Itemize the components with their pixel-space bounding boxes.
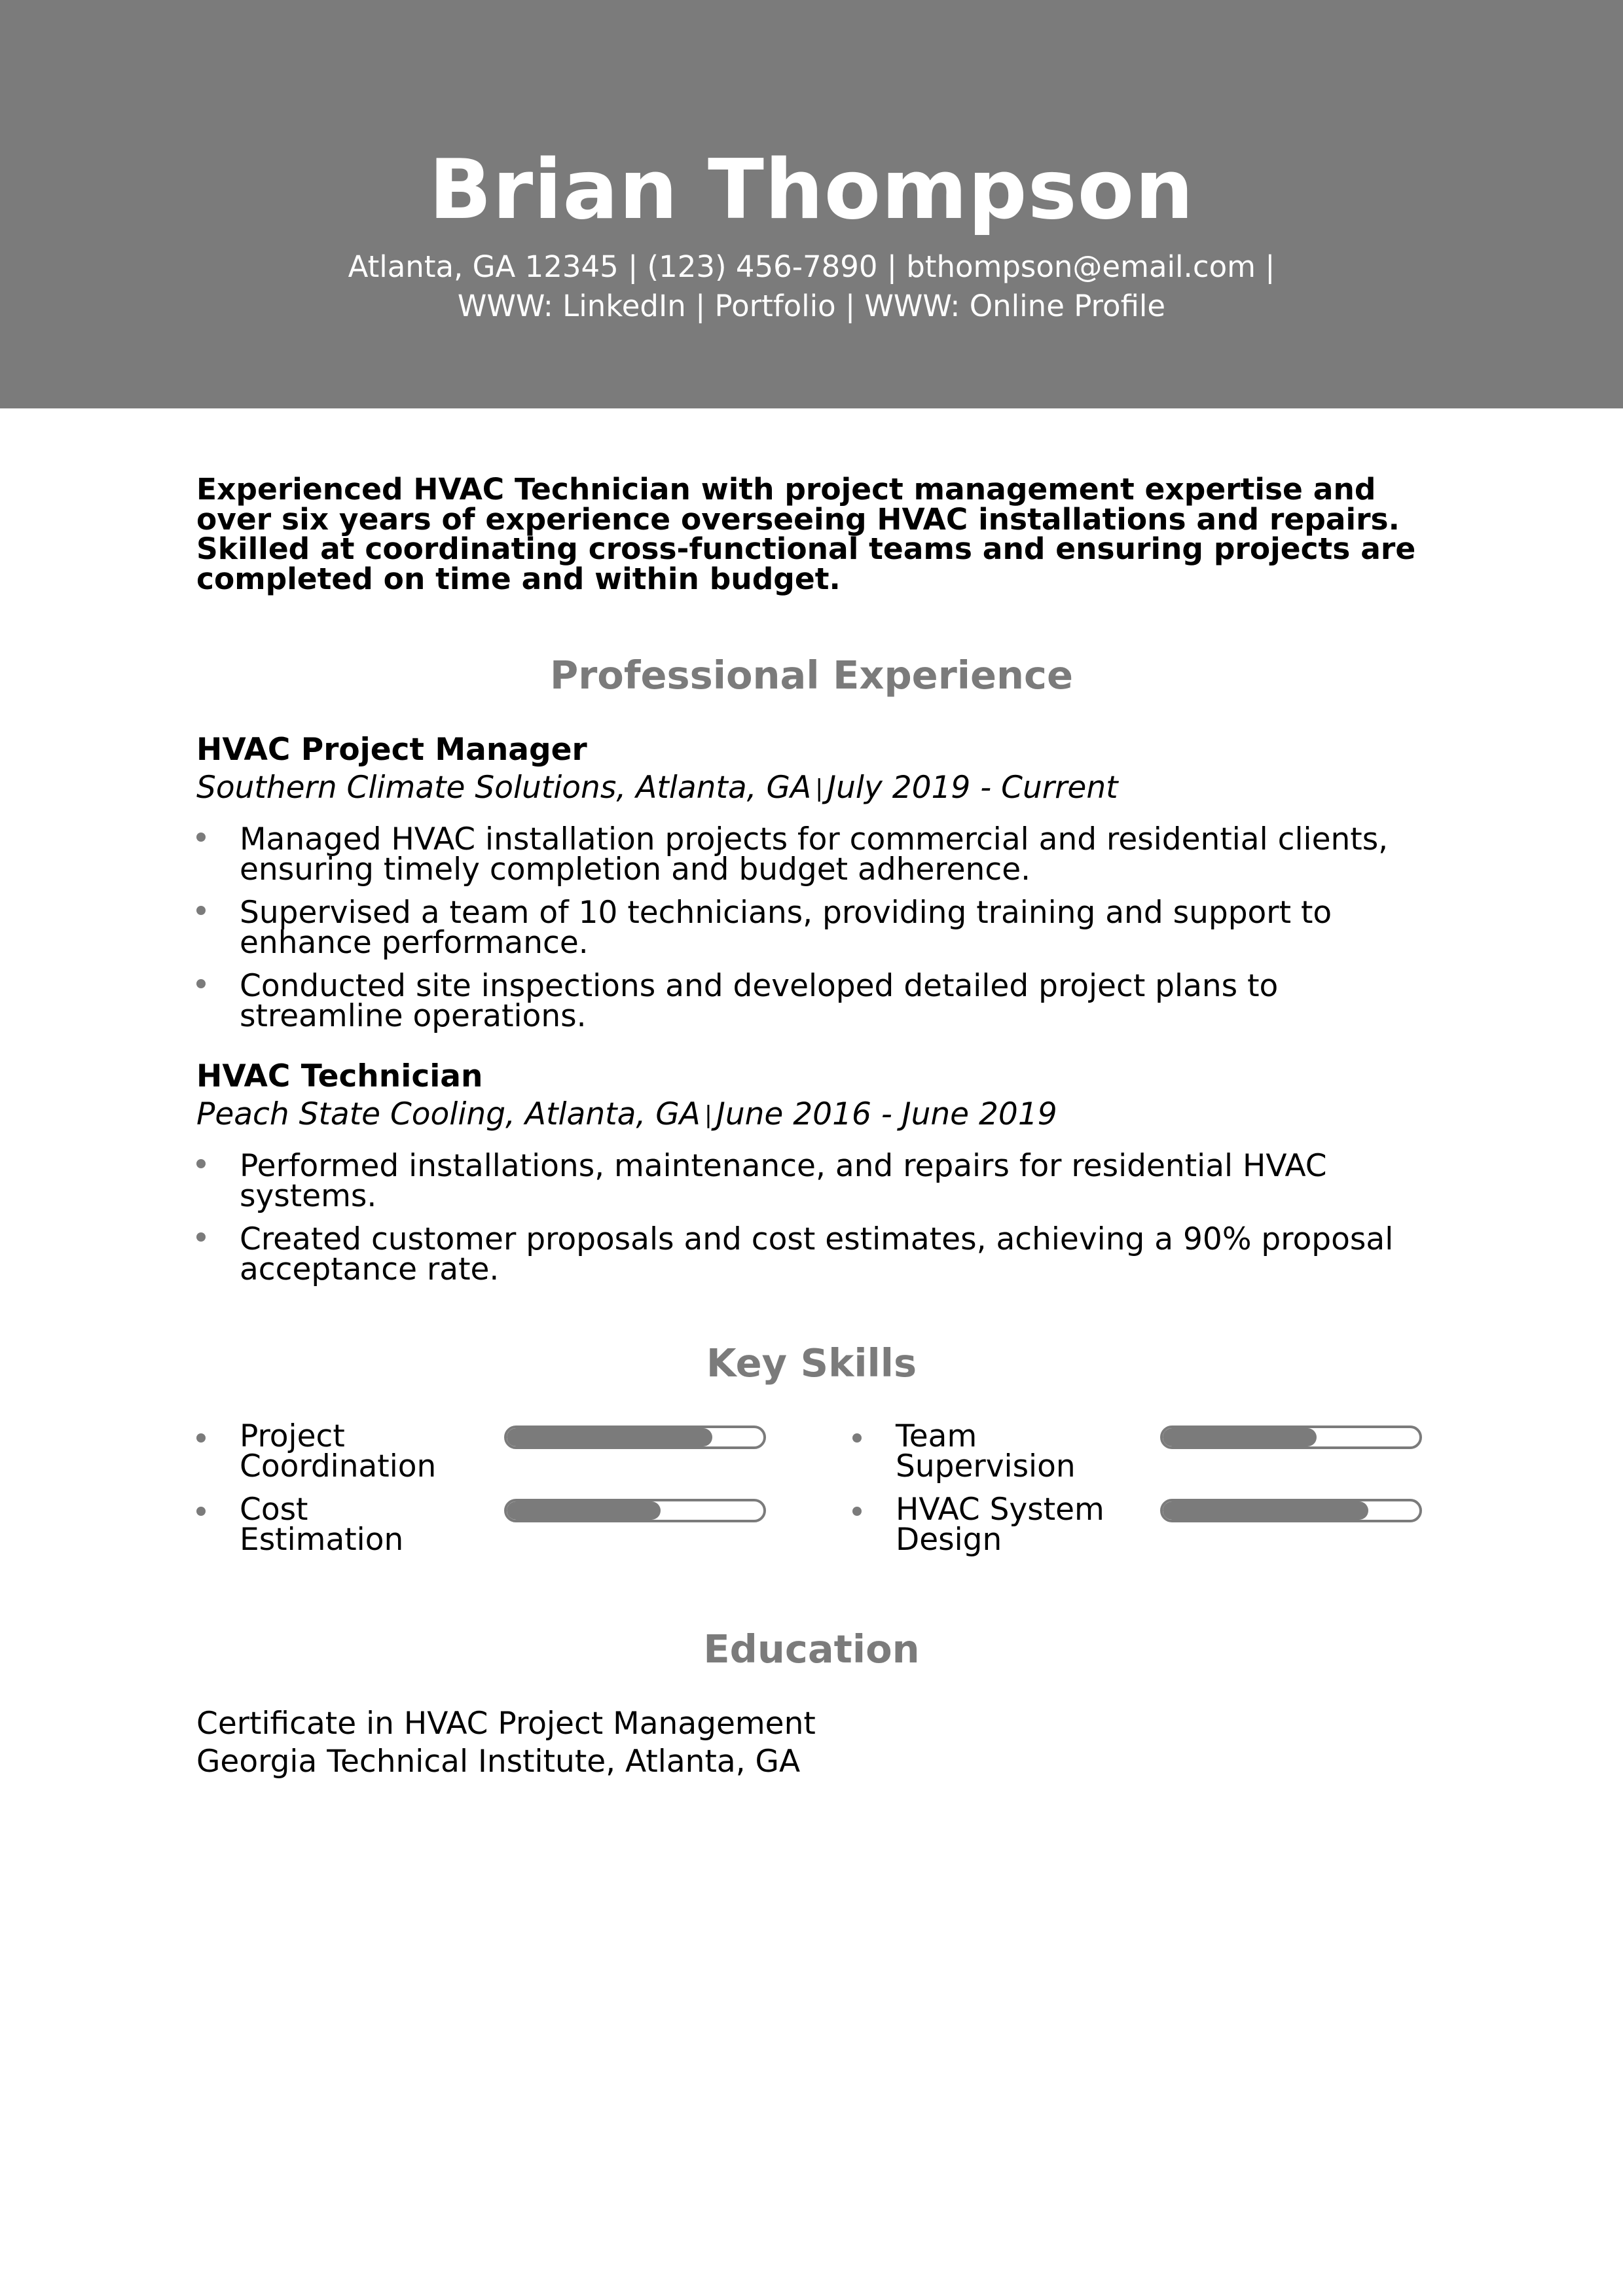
section-title-skills: Key Skills [706,1340,917,1386]
skill-bar [1160,1426,1422,1449]
job-company-dates [196,770,1118,807]
bullet-dot [852,1433,862,1443]
skill-label: HVAC System Design [896,1492,1104,1558]
job-bullet: Created customer proposals and cost estimates, achieving a 90% proposal acceptance rate. [196,1225,1440,1285]
job-company: Peach State Cooling, Atlanta, GA [196,1096,701,1132]
education-details [196,1705,816,1781]
skill-item [852,1418,1507,1491]
job-dates: July 2019 - Current [827,770,1118,806]
contact-line-2: WWW: LinkedIn | Portfolio | WWW: Online Profile [457,289,1166,323]
job-bullet-list [196,1148,1440,1298]
job-bullet-list [196,821,1440,1045]
job-separator: | [704,1102,712,1128]
job-company: Southern Climate Solutions, Atlanta, GA [196,770,812,806]
bullet-dot [852,1507,862,1516]
skill-bar [1160,1499,1422,1522]
skill-bar [504,1426,766,1449]
candidate-name: Brian Thompson [429,141,1194,238]
section-title-experience: Professional Experience [549,653,1074,698]
skill-label: Team Supervision [896,1418,1076,1484]
skill-item [196,1418,851,1491]
contact-line-1: Atlanta, GA 12345 | (123) 456-7890 | bthompson@email.com | [348,249,1275,284]
bullet-dot [196,1507,206,1516]
section-title-education: Education [703,1626,920,1672]
skill-item [852,1492,1507,1564]
professional-summary: Experienced HVAC Technician with project management expertise and over six years of experience overseeing HVAC installations and repairs. Skilled at coordinating cross-functional teams and ensuring projects are completed on time and within budget. [196,472,1416,596]
skill-bar-fill [507,1501,661,1520]
education-institution: Georgia Technical Institute, Atlanta, GA [196,1744,801,1780]
job-title: HVAC Project Manager [196,732,587,768]
skill-bar-fill [1163,1428,1317,1446]
skill-bar-fill [1163,1501,1368,1520]
job-bullet: Managed HVAC installation projects for commercial and residential clients, ensuring timely completion and budget adherence. [196,825,1440,885]
job-title: HVAC Technician [196,1058,483,1094]
job-bullet: Conducted site inspections and developed detailed project plans to streamline operations. [196,971,1440,1031]
header-banner [0,0,1623,408]
skill-item [196,1492,851,1564]
skill-bar-fill [507,1428,712,1446]
skill-bar [504,1499,766,1522]
bullet-dot [196,1433,206,1443]
education-certificate: Certificate in HVAC Project Management [196,1706,816,1742]
job-bullet: Supervised a team of 10 technicians, providing training and support to enhance performance. [196,898,1440,958]
job-dates: June 2016 - June 2019 [716,1096,1057,1132]
job-bullet: Performed installations, maintenance, and repairs for residential HVAC systems. [196,1151,1440,1211]
job-company-dates [196,1096,1057,1134]
skill-label: Cost Estimation [240,1492,404,1558]
skill-label: Project Coordination [240,1418,437,1484]
job-separator: | [815,775,824,802]
contact-info [0,247,1623,326]
